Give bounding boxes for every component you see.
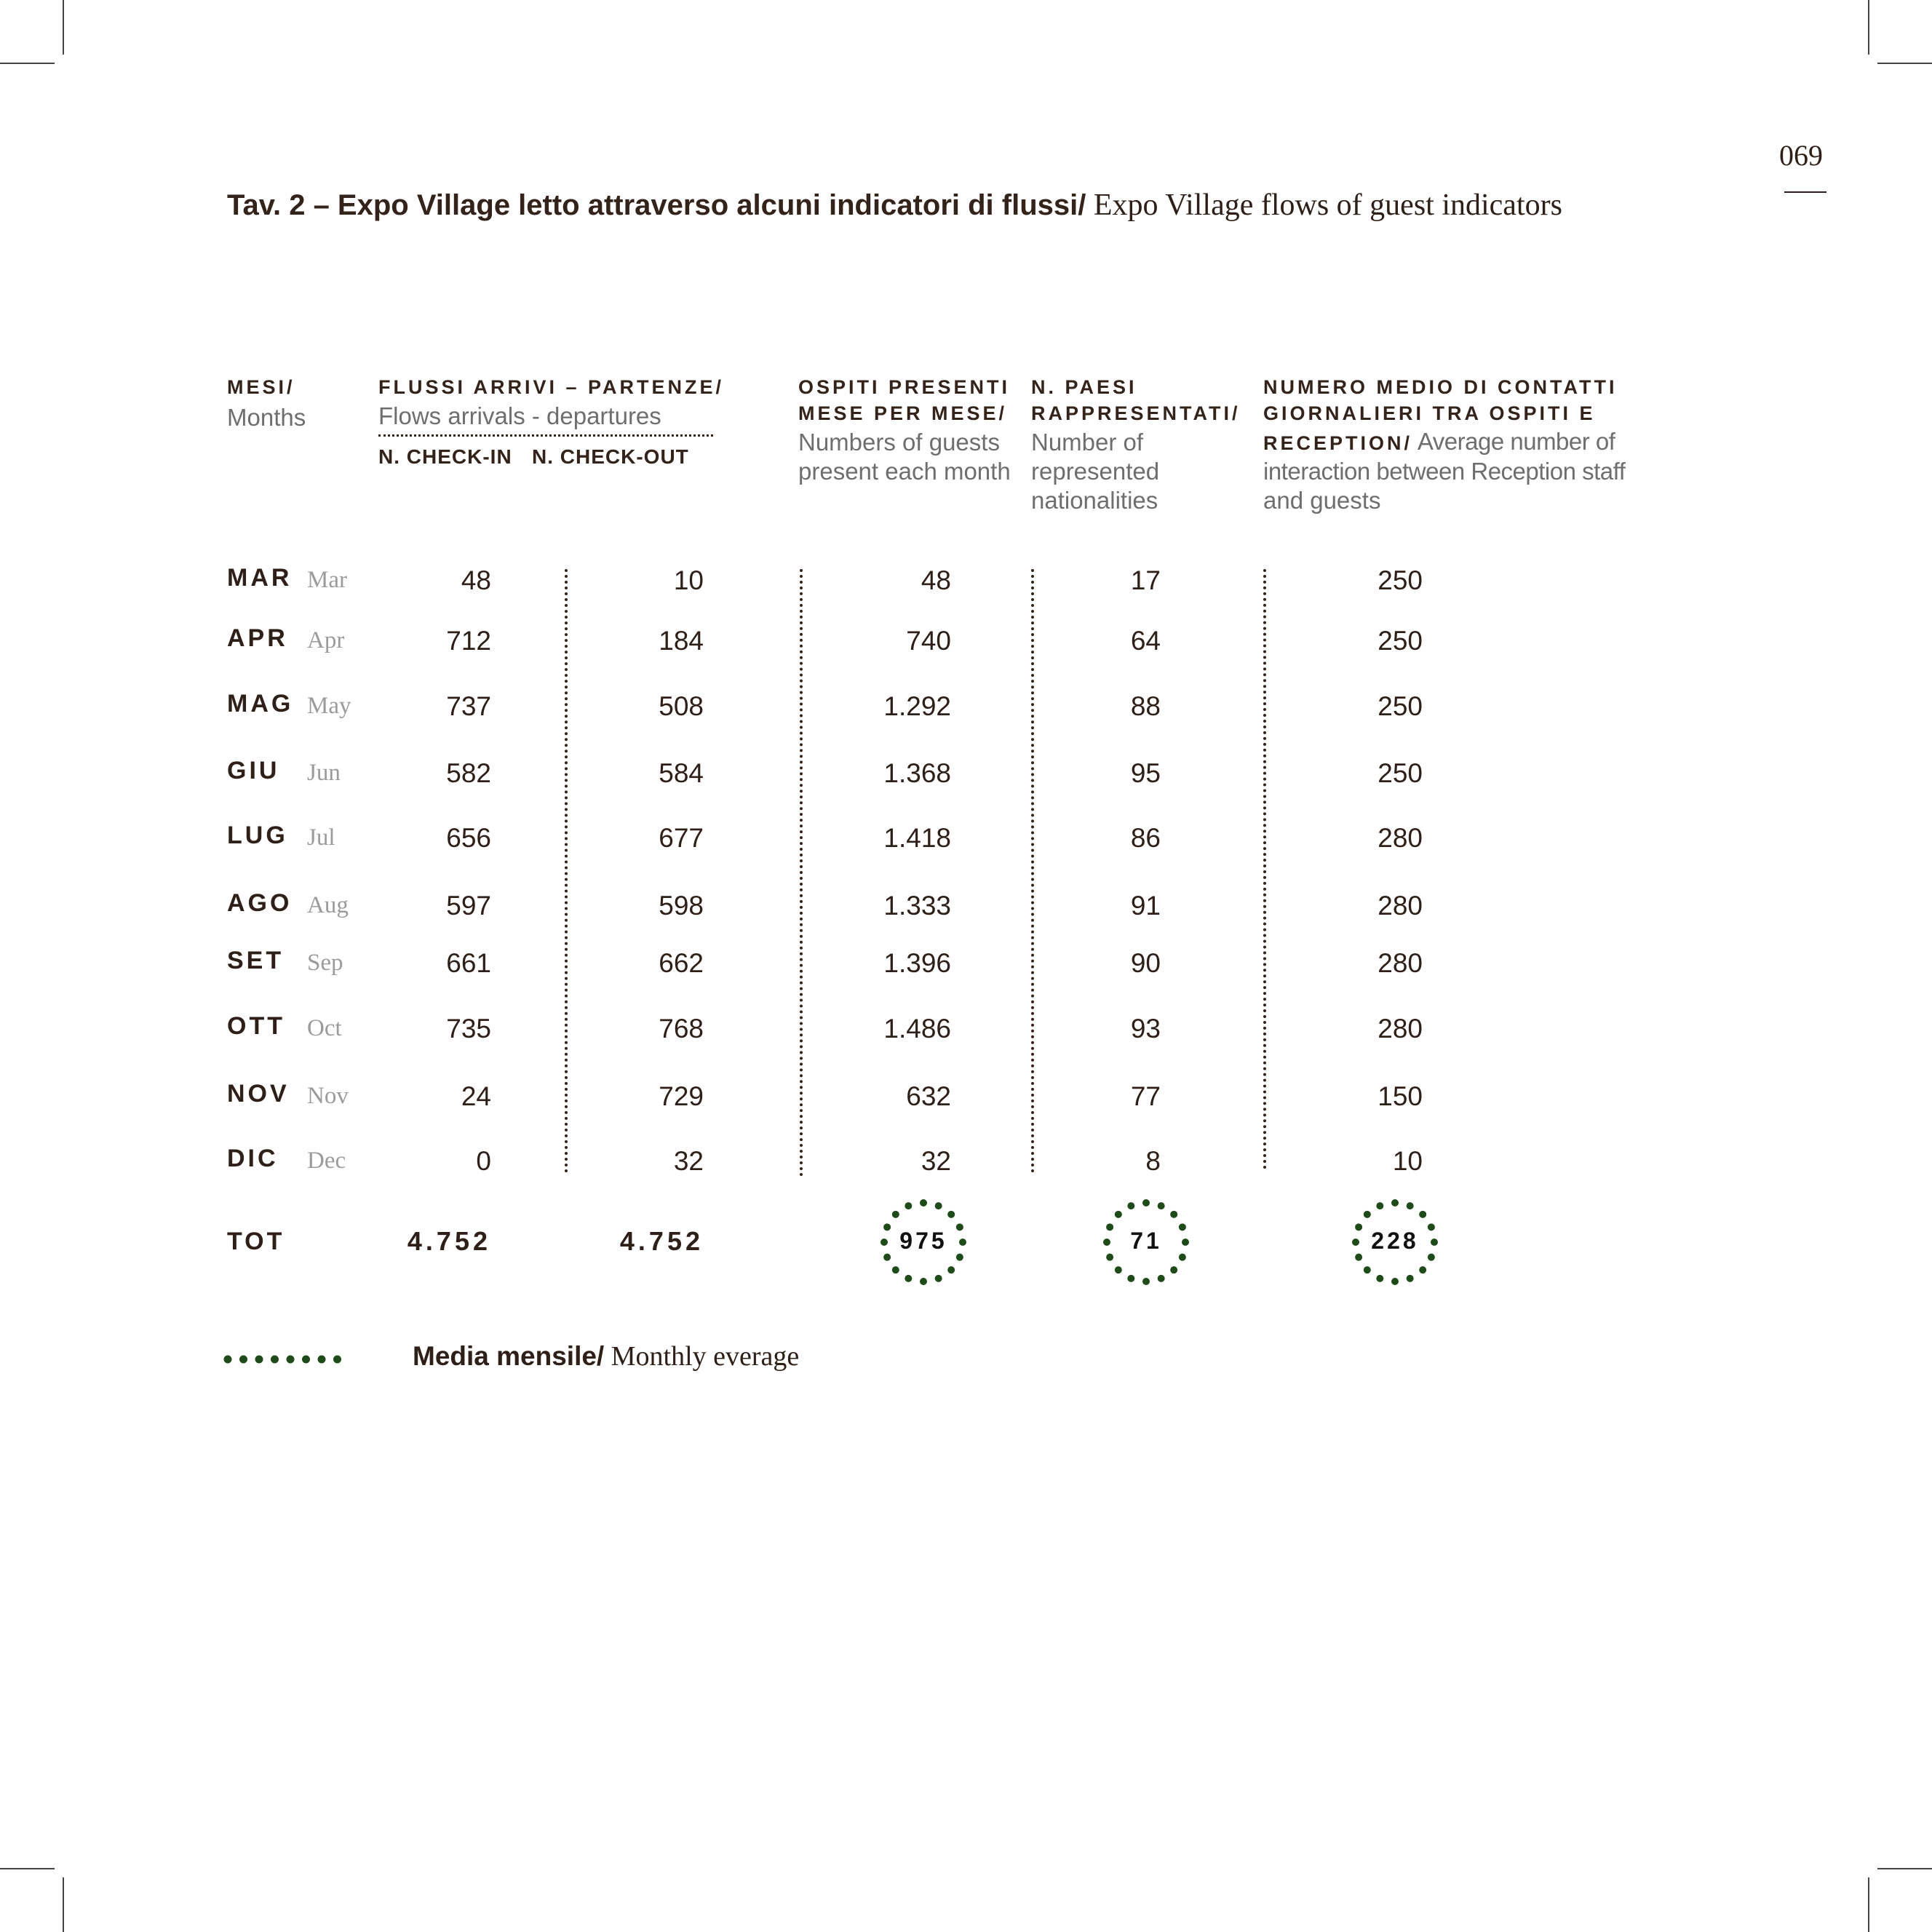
cell-guests: 632 — [906, 1081, 951, 1111]
month-it: OTT — [227, 1012, 285, 1040]
legend-label-regular: Monthly everage — [604, 1341, 800, 1372]
cell-contacts: 280 — [1378, 891, 1423, 921]
cell-checkout: 768 — [659, 1014, 704, 1043]
table-row — [0, 822, 1932, 865]
cell-contacts: 250 — [1378, 565, 1423, 595]
table-row — [0, 1012, 1932, 1056]
cell-contacts: 250 — [1378, 626, 1423, 656]
ring-dot — [1127, 1202, 1134, 1209]
month-en: Jul — [307, 824, 335, 851]
header-flows-it: FLUSSI ARRIVI – PARTENZE/ — [378, 376, 725, 398]
header-months-en: Months — [227, 404, 306, 431]
table-row — [0, 564, 1932, 608]
crop-mark — [63, 1877, 64, 1932]
ring-dot — [1127, 1275, 1134, 1282]
crop-mark — [1868, 0, 1869, 55]
cell-guests: 1.292 — [883, 691, 951, 721]
ring-dot — [892, 1211, 899, 1218]
header-countries-it-1: N. PAESI — [1031, 376, 1137, 398]
ring-dot — [1158, 1275, 1165, 1282]
table-title — [227, 188, 1562, 223]
month-en: Dec — [307, 1148, 346, 1174]
crop-mark — [1877, 63, 1932, 64]
ring-dot — [956, 1254, 963, 1261]
ring-dot — [1170, 1211, 1177, 1218]
ring-dot — [1158, 1202, 1165, 1209]
ring-dot — [1376, 1202, 1383, 1209]
header-guests-it-1: OSPITI PRESENTI — [798, 376, 1011, 398]
header-contacts-en-5: and guests — [1263, 487, 1381, 514]
page-number-rule — [1784, 191, 1826, 193]
cell-countries: 86 — [1130, 823, 1161, 853]
month-it: NOV — [227, 1080, 290, 1108]
header-contacts-it-3: RECEPTION/ — [1263, 432, 1413, 454]
header-countries-en-3: nationalities — [1031, 487, 1158, 514]
total-checkin: 4.752 — [407, 1226, 491, 1256]
average-countries-badge — [1102, 1198, 1190, 1286]
header-countries-it-2: RAPPRESENTATI/ — [1031, 402, 1241, 424]
ring-dot — [947, 1211, 955, 1218]
ring-dot — [1115, 1266, 1122, 1273]
legend-dot — [224, 1356, 232, 1364]
month-it: MAR — [227, 564, 293, 592]
legend-dot — [333, 1356, 341, 1364]
totals-label: TOT — [227, 1228, 285, 1255]
ring-dot — [920, 1199, 927, 1206]
month-en: Mar — [307, 567, 347, 593]
header-contacts-en-4: interaction between Reception staff — [1263, 458, 1626, 485]
title-bold: Tav. 2 – Expo Village letto attraverso alcuni indicatori di flussi/ — [227, 189, 1086, 221]
crop-mark — [63, 0, 64, 55]
title-english: Expo Village flows of guest indicators — [1086, 188, 1562, 222]
legend-dot — [255, 1356, 263, 1364]
cell-checkout: 677 — [659, 823, 704, 853]
month-en: Nov — [307, 1083, 349, 1109]
cell-checkout: 184 — [659, 626, 704, 656]
ring-dot — [905, 1202, 912, 1209]
crop-mark — [1868, 1877, 1869, 1932]
ring-dot — [1106, 1254, 1113, 1261]
average-contacts: 228 — [1371, 1228, 1419, 1254]
header-countries-en-1: Number of — [1031, 429, 1144, 456]
cell-checkin: 656 — [446, 823, 491, 853]
ring-dot — [1115, 1211, 1122, 1218]
month-it: SET — [227, 947, 285, 974]
cell-contacts: 10 — [1392, 1146, 1423, 1176]
ring-dot — [1364, 1266, 1371, 1273]
header-countries-en-2: represented — [1031, 458, 1160, 485]
ring-dot — [1407, 1202, 1414, 1209]
header-guests-it-2: MESE PER MESE/ — [798, 402, 1008, 424]
ring-dot — [920, 1278, 927, 1285]
cell-checkin: 737 — [446, 691, 491, 721]
header-contacts-en-3: Average number of — [1412, 428, 1615, 455]
legend-dot — [302, 1356, 310, 1364]
cell-contacts: 250 — [1378, 758, 1423, 788]
ring-dot — [1170, 1266, 1177, 1273]
ring-dot — [1179, 1254, 1186, 1261]
cell-guests: 740 — [906, 626, 951, 656]
legend-dot — [271, 1356, 279, 1364]
average-guests-badge — [880, 1198, 967, 1286]
ring-dot — [1391, 1278, 1399, 1285]
crop-mark — [0, 1868, 55, 1869]
cell-countries: 8 — [1145, 1146, 1161, 1176]
ring-dot — [1407, 1275, 1414, 1282]
cell-checkin: 712 — [446, 626, 491, 656]
cell-checkin: 597 — [446, 891, 491, 921]
ring-dot — [935, 1202, 942, 1209]
cell-guests: 48 — [921, 565, 951, 595]
ring-dot — [1419, 1211, 1426, 1218]
month-en: Oct — [307, 1015, 342, 1041]
month-it: LUG — [227, 822, 288, 849]
ring-dot — [1142, 1278, 1150, 1285]
ring-dot — [892, 1266, 899, 1273]
month-it: DIC — [227, 1145, 279, 1172]
crop-mark — [1877, 1868, 1932, 1869]
ring-dot — [1376, 1275, 1383, 1282]
cell-checkin: 24 — [461, 1081, 491, 1111]
cell-contacts: 250 — [1378, 691, 1423, 721]
cell-checkout: 662 — [659, 948, 704, 978]
ring-dot — [947, 1266, 955, 1273]
table-row — [0, 947, 1932, 990]
legend-dot — [318, 1356, 326, 1364]
header-flows-en: Flows arrivals - departures — [378, 402, 661, 429]
cell-countries: 64 — [1130, 626, 1161, 656]
cell-contacts: 280 — [1378, 948, 1423, 978]
header-contacts-it-2: GIORNALIERI TRA OSPITI E — [1263, 402, 1596, 424]
month-en: Apr — [307, 627, 345, 653]
average-countries: 71 — [1130, 1228, 1162, 1254]
month-en: Aug — [307, 892, 349, 918]
table-row — [0, 889, 1932, 933]
ring-dot — [1391, 1199, 1399, 1206]
cell-countries: 91 — [1130, 891, 1161, 921]
cell-countries: 88 — [1130, 691, 1161, 721]
cell-checkout: 729 — [659, 1081, 704, 1111]
legend-dot — [239, 1356, 247, 1364]
cell-guests: 1.418 — [883, 823, 951, 853]
legend-label — [413, 1340, 799, 1372]
ring-dot — [905, 1275, 912, 1282]
ring-dot — [1142, 1199, 1150, 1206]
cell-countries: 17 — [1130, 565, 1161, 595]
header-months-it: MESI/ — [227, 376, 295, 398]
header-flows-divider — [378, 434, 713, 437]
table-row — [0, 1145, 1932, 1188]
cell-checkout: 10 — [673, 565, 704, 595]
page-number: 069 — [1779, 139, 1823, 172]
month-en: May — [307, 693, 351, 719]
cell-checkout: 508 — [659, 691, 704, 721]
month-en: Jun — [307, 760, 341, 786]
ring-dot — [1419, 1266, 1426, 1273]
cell-contacts: 280 — [1378, 823, 1423, 853]
cell-checkout: 584 — [659, 758, 704, 788]
header-contacts-it-1: NUMERO MEDIO DI CONTATTI — [1263, 376, 1618, 398]
month-it: APR — [227, 624, 288, 652]
average-guests: 975 — [899, 1228, 947, 1254]
table-row — [0, 757, 1932, 800]
cell-countries: 93 — [1130, 1014, 1161, 1043]
cell-checkin: 735 — [446, 1014, 491, 1043]
table-row — [0, 690, 1932, 734]
cell-checkin: 48 — [461, 565, 491, 595]
cell-checkin: 582 — [446, 758, 491, 788]
month-it: MAG — [227, 690, 294, 717]
header-contacts-line3 — [1263, 428, 1615, 456]
header-guests-en-2: present each month — [798, 458, 1011, 485]
cell-countries: 77 — [1130, 1081, 1161, 1111]
cell-contacts: 280 — [1378, 1014, 1423, 1043]
table-row — [0, 1080, 1932, 1124]
month-it: AGO — [227, 889, 293, 917]
average-contacts-badge — [1351, 1198, 1439, 1286]
legend-label-bold: Media mensile/ — [413, 1341, 605, 1371]
legend-dots-icon — [222, 1355, 346, 1364]
ring-dot — [1428, 1254, 1435, 1261]
cell-guests: 1.486 — [883, 1014, 951, 1043]
cell-checkin: 661 — [446, 948, 491, 978]
cell-checkin: 0 — [476, 1146, 491, 1176]
total-checkout: 4.752 — [619, 1226, 704, 1256]
header-checkin: N. CHECK-IN — [378, 445, 512, 468]
legend-dot — [287, 1356, 295, 1364]
ring-dot — [1364, 1211, 1371, 1218]
cell-countries: 90 — [1130, 948, 1161, 978]
ring-dot — [883, 1254, 891, 1261]
cell-checkout: 598 — [659, 891, 704, 921]
cell-guests: 1.396 — [883, 948, 951, 978]
month-it: GIU — [227, 757, 280, 784]
ring-dot — [935, 1275, 942, 1282]
cell-guests: 1.333 — [883, 891, 951, 921]
header-guests-en-1: Numbers of guests — [798, 429, 1000, 456]
month-en: Sep — [307, 950, 343, 976]
header-checkout: N. CHECK-OUT — [532, 445, 689, 468]
ring-dot — [1355, 1254, 1362, 1261]
crop-mark — [0, 63, 55, 64]
cell-checkout: 32 — [673, 1146, 704, 1176]
cell-countries: 95 — [1130, 758, 1161, 788]
cell-guests: 1.368 — [883, 758, 951, 788]
cell-contacts: 150 — [1378, 1081, 1423, 1111]
cell-guests: 32 — [921, 1146, 951, 1176]
table-row — [0, 624, 1932, 668]
